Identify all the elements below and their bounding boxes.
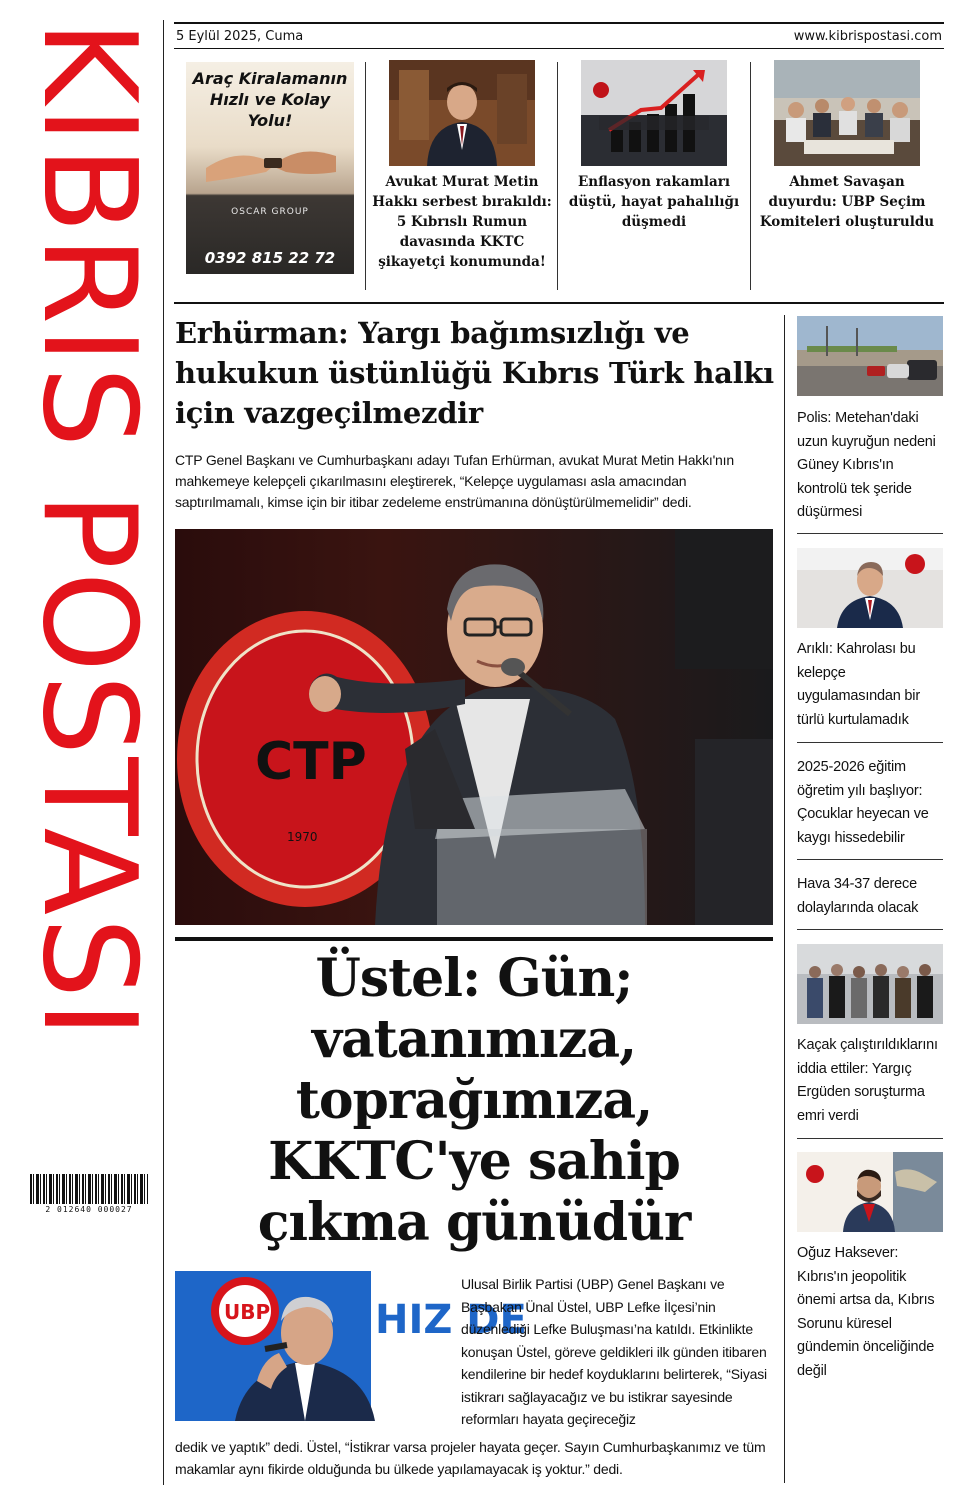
sidebar-item[interactable]: Oğuz Haksever: Kıbrıs'ın jeopolitik önemi artsa da, Kıbrıs Sorunu küresel gündemin önceliğinde değil	[797, 1245, 935, 1379]
sidebar-item[interactable]: Hava 34-37 derece dolaylarında olacak	[797, 876, 919, 916]
ad-headline: Araç Kiralamanın Hızlı ve Kolay Yolu!	[192, 69, 348, 130]
main-headline[interactable]: Üstel: Gün; vatanımıza, toprağımıza, KKTC'ye sahip çıkma günüdür	[257, 948, 691, 1253]
ubp-logo-text: UBP	[224, 1300, 271, 1324]
left-divider	[163, 20, 164, 1485]
meeting-image	[774, 60, 920, 166]
sidebar-divider	[784, 315, 785, 1483]
teaser-divider	[557, 62, 558, 290]
ad-phone: 0392 815 22 72	[204, 249, 336, 267]
teaser-divider	[750, 62, 751, 290]
barcode	[30, 1174, 148, 1218]
sidebar-rule	[797, 533, 943, 534]
masthead	[14, 20, 163, 1170]
inflation-chart-image	[581, 60, 727, 166]
sidebar-rule	[797, 929, 943, 930]
headline-rule	[175, 937, 773, 941]
teaser-photo-inflation	[581, 60, 727, 166]
teaser-title: Ahmet Savaşan duyurdu: UBP Seçim Komiteleri oluşturuldu	[759, 174, 935, 230]
speaker-at-podium-image	[175, 529, 773, 925]
issue-date: 5 Eylül 2025, Cuma	[176, 29, 304, 44]
portrait-image	[389, 60, 535, 166]
section-rule	[174, 302, 944, 304]
masthead-logo: KIBRIS POSTASI	[14, 20, 163, 1041]
banner-text: HIZ DE	[375, 1297, 527, 1343]
sidebar-rule	[797, 742, 943, 743]
sidebar-item[interactable]: Polis: Metehan'daki uzun kuyruğun nedeni Güney Kıbrıs'ın kontrolü tek şeride düşürmesi	[797, 410, 936, 520]
lead-photo	[175, 529, 773, 925]
teaser-title: Enflasyon rakamları düştü, hayat pahalılığı düşmedi	[568, 174, 740, 230]
teaser-photo-meeting	[774, 60, 920, 166]
speaker-with-microphone-image	[175, 1271, 527, 1421]
politician-portrait-image	[797, 548, 943, 628]
top-rule-thin	[174, 48, 944, 49]
sidebar-item[interactable]: Kaçak çalıştırıldıklarını iddia ettiler: Yargıç Ergüden soruşturma emri verdi	[797, 1037, 938, 1124]
handshake-key-icon	[206, 138, 336, 188]
teaser-item[interactable]	[757, 60, 937, 232]
teaser-title: Avukat Murat Metin Hakkı serbest bırakıldı: 5 Kıbrıslı Rumun davasında KKTC şikayetçi konumunda!	[372, 174, 552, 270]
barcode-bars	[30, 1174, 148, 1204]
map-portrait-image	[797, 1152, 943, 1232]
teaser-item[interactable]	[372, 60, 552, 272]
sidebar-rule	[797, 859, 943, 860]
sidebar-photo-arikli	[797, 548, 943, 628]
traffic-queue-image	[797, 316, 943, 396]
teaser-divider	[365, 62, 366, 290]
main-body-part1: Ulusal Birlik Partisi (UBP) Genel Başkanı ve Başbakan Ünal Üstel, UBP Lefke İlçesi’nin düzenlediği Lefke Buluşması’na katıldı. Etkinlikte konuşan Üstel, göreve geldikleri ilk günden itibaren kendilerine bir hedef koyduklarını belirterek, “Siyasi istikrarı sağlayacağız ve bu istikrar sayesinde reformları hayata geçireceğiz	[461, 1276, 767, 1427]
main-body-part2: dedik ve yaptık” dedi. Üstel, “İstikrar varsa projeler hayata geçer. Sayın Cumhurbaşkanımız ve tüm makamlar aynı fikirde olduğunda bu ülkede yapılamayacak iş yoktur.” dedi.	[175, 1439, 766, 1477]
sidebar-photo-traffic	[797, 316, 943, 396]
lead-headline[interactable]: Erhürman: Yargı bağımsızlığı ve hukukun üstünlüğü Kıbrıs Türk halkı için vazgeçilmezdir	[175, 316, 774, 430]
sidebar-photo-workers	[797, 944, 943, 1024]
top-rule	[174, 22, 944, 24]
ad-brand: OSCAR GROUP	[231, 207, 309, 217]
car-rental-ad[interactable]	[186, 62, 354, 274]
ctp-logo-year: 1970	[287, 830, 318, 844]
teaser-photo-lawyer	[389, 60, 535, 166]
main-photo	[175, 1271, 527, 1421]
teaser-item[interactable]	[564, 60, 744, 232]
barcode-number: 2 012640 000027	[45, 1205, 133, 1214]
sidebar-item[interactable]: 2025-2026 eğitim öğretim yılı başlıyor: Çocuklar heyecan ve kaygı hissedebilir	[797, 759, 929, 846]
people-group-image	[797, 944, 943, 1024]
sidebar-photo-haksever	[797, 1152, 943, 1232]
lead-summary: CTP Genel Başkanı ve Cumhurbaşkanı adayı Tufan Erhürman, avukat Murat Metin Hakkı'nın mahkemeye kelepçeli çıkarılmasını eleştirerek, “Kelepçe uygulaması asla amacından saptırılmamalı, kimse için bir itibar zedeleme enstrümanına dönüştürülmemelidir” dedi.	[175, 452, 734, 510]
sidebar-rule	[797, 1138, 943, 1139]
sidebar-item[interactable]: Arıklı: Kahrolası bu kelepçe uygulamasından bir türlü kurtulamadık	[797, 641, 920, 728]
website-link[interactable]: www.kibrispostasi.com	[793, 29, 942, 44]
ctp-logo-text: CTP	[255, 732, 367, 792]
